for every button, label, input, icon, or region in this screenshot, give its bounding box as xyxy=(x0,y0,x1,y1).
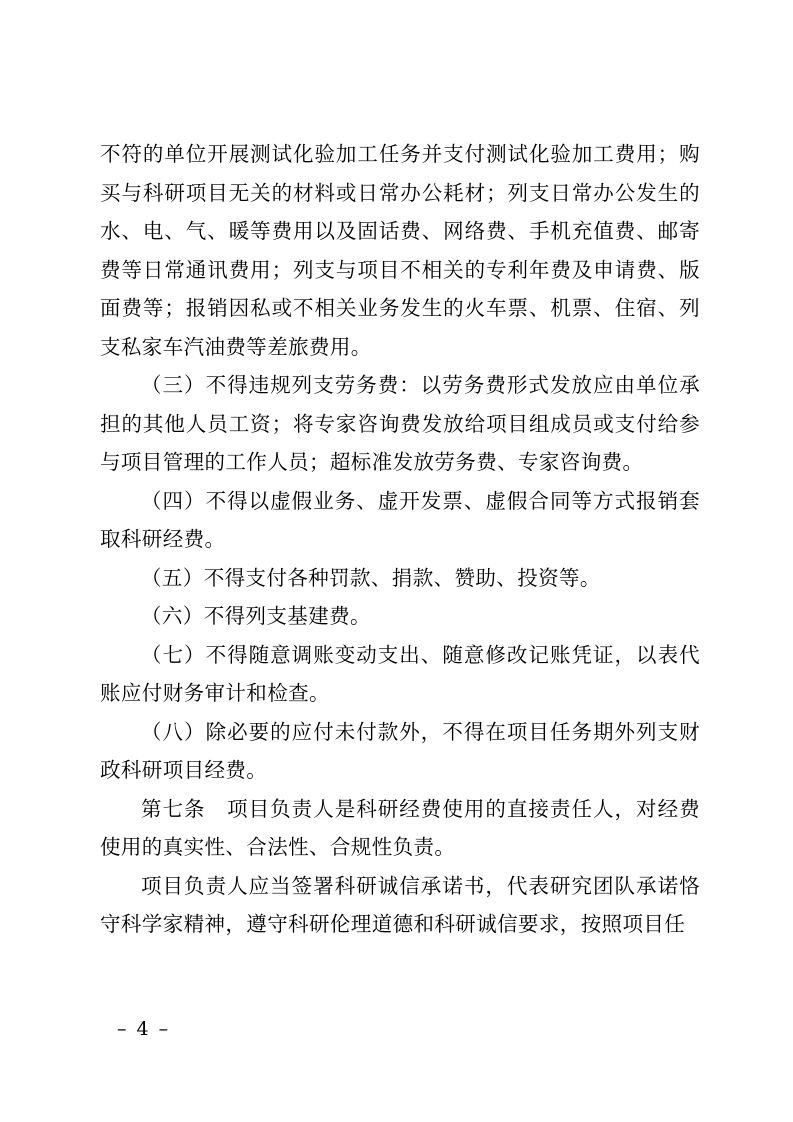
document-body xyxy=(100,135,700,944)
paragraph-item-7-accounts: （七）不得随意调账变动支出、随意修改记账凭证，以表代账应付财务审计和检查。 xyxy=(100,642,700,705)
paragraph-item-3-labor-fees: （三）不得违规列支劳务费：以劳务费形式发放应由单位承担的其他人员工资；将专家咨询费发放给项目组成员或支付给参与项目管理的工作人员；超标准发放劳务费、专家咨询费。 xyxy=(100,373,700,474)
paragraph-continuation: 不符的单位开展测试化验加工任务并支付测试化验加工费用；购买与科研项目无关的材料或日常办公耗材；列支日常办公发生的水、电、气、暖等费用以及固话费、网络费、手机充值费、邮寄费等日常通讯费用；列支与项目不相关的专利年费及申请费、版面费等；报销因私或不相关业务发生的火车票、机票、住宿、列支私家车汽油费等差旅费用。 xyxy=(100,142,700,359)
paragraph-item-4-false-business: （四）不得以虚假业务、虚开发票、虚假合同等方式报销套取科研经费。 xyxy=(100,488,700,551)
paragraph-integrity-pledge: 项目负责人应当签署科研诚信承诺书，代表研究团队承诺恪守科学家精神，遵守科研伦理道德和科研诚信要求，按照项目任 xyxy=(100,873,700,936)
paragraph-item-5-fines: （五）不得支付各种罚款、捐款、赞助、投资等。 xyxy=(141,565,601,590)
page-number: – 4 – xyxy=(117,1018,171,1040)
paragraph-article-7: 第七条 项目负责人是科研经费使用的直接责任人，对经费使用的真实性、合法性、合规性负责。 xyxy=(100,796,700,859)
paragraph-item-8-period: （八）除必要的应付未付款外，不得在项目任务期外列支财政科研项目经费。 xyxy=(100,719,700,782)
paragraph-item-6-construction: （六）不得列支基建费。 xyxy=(141,604,371,628)
